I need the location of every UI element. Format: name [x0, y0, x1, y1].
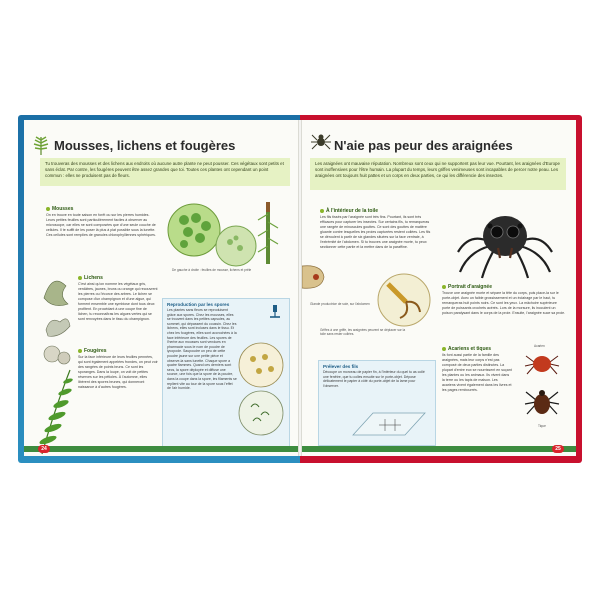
spinneret-illustration: [302, 260, 328, 294]
page-number-left: 24: [38, 445, 50, 453]
bullet-icon: [442, 347, 446, 351]
acariens-text: Ils font aussi partie de la famille des araignées, mais leur corps n'est pas composé de deux parties distinctes. La plupart d'entre eux se nourrissent en suçant les plantes ou les animaux. Ils vivent dans la terre ou les tapis de maison. Les acariens vivent également dans les livres et les pages rembourrés.: [442, 353, 512, 392]
right-page: [300, 120, 576, 456]
bullet-icon: [442, 285, 446, 289]
slide-illustration: [349, 407, 429, 443]
footer-bar: [300, 446, 576, 452]
book-spine: [298, 120, 302, 456]
acarien-label: Acarien: [534, 344, 545, 348]
left-page: [24, 120, 300, 456]
footer-bar: [24, 446, 299, 452]
page-number-right: 25: [552, 445, 564, 453]
bullet-icon: [78, 349, 82, 353]
tick-illustration: [522, 382, 562, 422]
moss-cells-illustration: [166, 198, 286, 268]
box-text: Les plantes sans fleurs se reproduisent grâce aux spores. Chez les mousses, elles se trouvent dans les petites capsules, au sommet, qui dépassent du coussin. Chez les lichens, elles sont incluses dans le tissu. Et chez les fougères, elles sont accrochées à la face inférieure des feuilles. Les spores de l'herbe aux mousses sont vendues en pharmacie sous le nom de poudre de lycopode. Saupoudre un peu de cette poudre jaune sur une petite pièce et observe-la sans lunette. Chaque spore a quatre flammes. Quand ces derniers sont secs, la spore déployée et diffuse une source, une fois que la spore de la poudre, dans la coupe dans la spore, les filaments se replient vite au tour de la spore sous l'effet de l'air humide.: [167, 308, 237, 391]
microscope-icon: [267, 303, 283, 319]
intro-text: Tu trouveras des mousses et des lichens aux endroits où aucune autre plante ne peut pousser. Ces végétaux sont petits et sans éclat. Par contre, les fougères peuvent être assez grandes que toi. Toutes ces plantes ont cependant un point commun : elles ne produisent pas de fleurs.: [40, 158, 290, 186]
fern-icon: [30, 134, 52, 156]
box-title: Prélever des fils: [323, 364, 359, 369]
box-title: Reproduction par les spores: [167, 302, 230, 307]
portrait-heading: Portrait d'araignée: [442, 284, 492, 290]
illustration-caption: De gauche à droite : feuilles de mousse, lichens et prêle: [172, 268, 252, 272]
lichen-illustration: [38, 268, 76, 368]
intro-text: Les araignées ont mauvaise réputation. Nombreux sont ceux qui ne supportent pas leur vue. Pourtant, les araignées d'Europe sont inoffensives pour l'être humain. La plupart du temps, leurs griffes venimeuses sont incapables de percer notre peau. Les araignées ont toujours huit pattes et un corps en deux parties, ce qui les différencie des insectes.: [310, 158, 566, 190]
spider-icon: [310, 130, 332, 152]
mousses-heading: Mousses: [46, 206, 73, 212]
acariens-heading: Acariens et tiques: [442, 346, 491, 352]
toile-text: Les fils tissés par l'araignée sont très fins. Pourtant, ils sont très efficaces pour capturer les insectes. Sur certains fils, tu remarqueras une rangée de minuscules gouttes. Ce sont des gouttes de matière gluante contre lesquelles les proies capturées restent collées. Les fils se déroulent à partir de six glandes situées sur la face ventrale, à l'extrémité de l'abdomen. Si tu trouves une araignée morte, tu peux sectionner cette partie et la mettre dans de la paraffine.: [320, 215, 431, 249]
gland-caption: Glande productrice de soie, sur l'abdomen: [310, 302, 370, 306]
reproduction-box: [162, 298, 290, 448]
page-title: Mousses, lichens et fougères: [54, 138, 236, 153]
bullet-icon: [46, 207, 50, 211]
prelever-box: [318, 360, 436, 446]
toile-heading: À l'intérieur de la toile: [320, 208, 378, 214]
lichens-text: C'est ainsi qu'on nomme les végétaux gris, verdâtres, jaunes, bruns ou orange qui recouvrent les pierres ou l'écorce des arbres. Le lichen se compose d'un champignon et d'une algue, qui forment ensemble une symbiose dont tous deux profitent. En procédant à une coupe fine de lichen, tu reconnaîtras les algues vertes qui se sont renvoyées dans le tissu du champignon.: [78, 282, 158, 321]
mite-illustration: [524, 350, 560, 378]
fern-frond-illustration: [32, 366, 78, 456]
tique-label: Tique: [538, 424, 546, 428]
box-text: Découpe un morceau de papier fin, à l'intérieur du quel tu as collé une fenêtre, que tu colles ensuite sur le porte-objet. Dépose délicatement le papier à côté du porte-objet de la lame pour l'observer.: [323, 370, 425, 388]
spores-illustration: [237, 339, 285, 439]
claw-caption: Griffes à une griffe, les araignées peuvent se déplacer sur la toile sans rester collées.: [320, 328, 406, 337]
bullet-icon: [320, 209, 324, 213]
page-title: N'aie pas peur des araignées: [334, 138, 513, 153]
jumping-spider-illustration: [450, 202, 560, 282]
spider-claw-illustration: [376, 272, 432, 328]
fougeres-heading: Fougères: [78, 348, 107, 354]
bullet-icon: [78, 276, 82, 280]
lichens-heading: Lichens: [78, 275, 103, 281]
portrait-text: Trouve une araignée morte et sépare la tête du corps, puis place-la sur le porte-objet. Avec un faible grossissement et un éclairage par le haut, tu remarqueras huit points noirs. Ce sont les yeux. La mâchoire supérieure porte de puissants crochets acérés. Lors de la morsure, ils inoculent un poison paralysant dans le corps de la proie. Ensuite, l'araignée suce sa proie.: [442, 291, 566, 315]
mousses-text: On en trouve en toute saison en forêt ou sur les pierres humides. Leurs petites feuilles sont particulièrement faciles à observer au microscope, car elles ne sont composées que d'une seule couche de cellules. Il te suffit de les poser là plus à plat possible sous la lunette. Ces cellules sont remplies de granules chlorophylliennes sphériques.: [46, 213, 156, 237]
fougeres-text: Sur la face inférieure de leurs feuilles pennées, qui sont également appelées frondes, on peut voir des rangées de points bruns. Ce sont les sporanges. Dans la loupe, on voit de petites réserves sur les pétioles. À l'automne, elles libèrent des spores brunes, qui donneront naissance à d'autres fougères.: [78, 355, 158, 389]
